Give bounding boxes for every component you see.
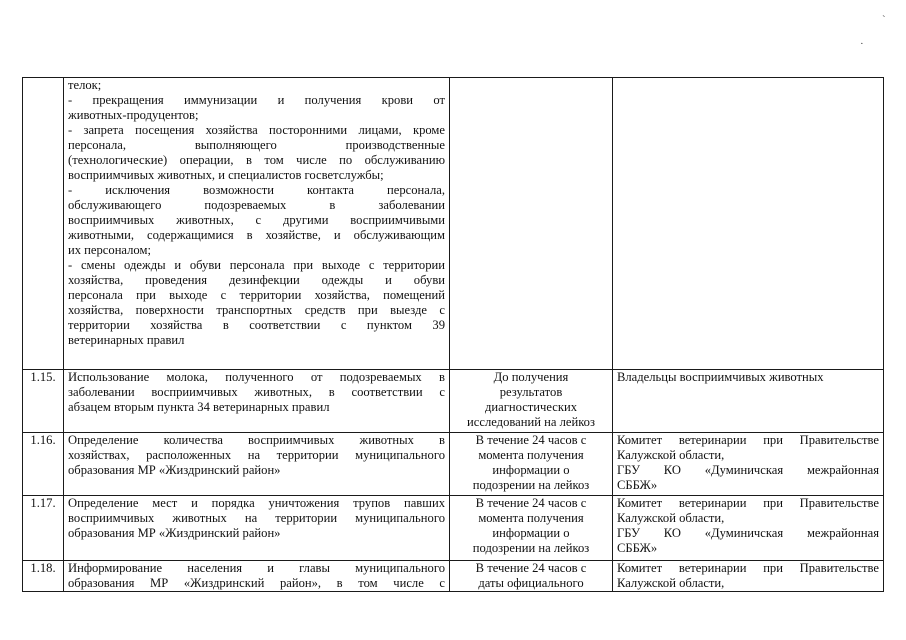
- term-cell: В течение 24 часов с даты официального: [450, 561, 613, 592]
- row-number-cell: [23, 78, 64, 370]
- measures-table: [22, 77, 884, 592]
- row-number-cell: 1.15.: [23, 370, 64, 433]
- table-row: [23, 433, 884, 496]
- term-cell: В течение 24 часов с момента получения информации о подозрении на лейкоз: [450, 496, 613, 561]
- scan-speck: ·: [860, 38, 864, 50]
- row-number-cell: 1.17.: [23, 496, 64, 561]
- table-row: [23, 561, 884, 592]
- row-number-cell: 1.18.: [23, 561, 64, 592]
- responsible-cell: Владельцы восприимчивых животных: [613, 370, 884, 433]
- responsible-cell: Комитет ветеринарии при Правительстве Калужской области, ГБУ КО «Думиничская межрайонная СББЖ»: [613, 496, 884, 561]
- responsible-cell: Комитет ветеринарии при Правительстве Калужской области, ГБУ КО «Думиничская межрайонная СББЖ»: [613, 433, 884, 496]
- term-cell: До получения результатов диагностических исследований на лейкоз: [450, 370, 613, 433]
- table-row: [23, 496, 884, 561]
- row-number-cell: 1.16.: [23, 433, 64, 496]
- measure-cell: Использование молока, полученного от подозреваемых в заболевании восприимчивых животных, в соответствии с абзацем вторым пункта 34 ветеринарных правил: [64, 370, 450, 433]
- term-cell: В течение 24 часов с момента получения информации о подозрении на лейкоз: [450, 433, 613, 496]
- table-row: [23, 78, 884, 370]
- table-row: [23, 370, 884, 433]
- measure-cell: Определение количества восприимчивых животных в хозяйствах, расположенных на территории муниципального образования МР «Жиздринский район»: [64, 433, 450, 496]
- measure-cell: Информирование населения и главы муниципального образования МР «Жиздринский район», в том числе с: [64, 561, 450, 592]
- measure-cell: телок; - прекращения иммунизации и получения крови от животных-продуцентов; - запрета посещения хозяйства посторонними лицами, кроме персонала, выполняющего производственные (технологические) операции, в том числе по обслуживанию восприимчивых животных, и специалистов госветслужбы; - исключения возможности контакта персонала, обслуживающего подозреваемых в заболевании восприимчивых животных, с другими восприимчивыми животными, содержащимися в хозяйстве, и обслуживающим их персоналом; - смены одежды и обуви персонала при выходе с территории хозяйства, проведения дезинфекции одежды и обуви персонала при выходе с территории хозяйства, помещений хозяйства, поверхности транспортных средств при выезде с территории хозяйства в соответствии с пунктом 39 ветеринарных правил: [64, 78, 450, 370]
- measure-cell: Определение мест и порядка уничтожения трупов павших восприимчивых животных на территории муниципального образования МР «Жиздринский район»: [64, 496, 450, 561]
- scan-speck: ˋ: [882, 14, 886, 26]
- term-cell: [450, 78, 613, 370]
- responsible-cell: Комитет ветеринарии при Правительстве Калужской области,: [613, 561, 884, 592]
- responsible-cell: [613, 78, 884, 370]
